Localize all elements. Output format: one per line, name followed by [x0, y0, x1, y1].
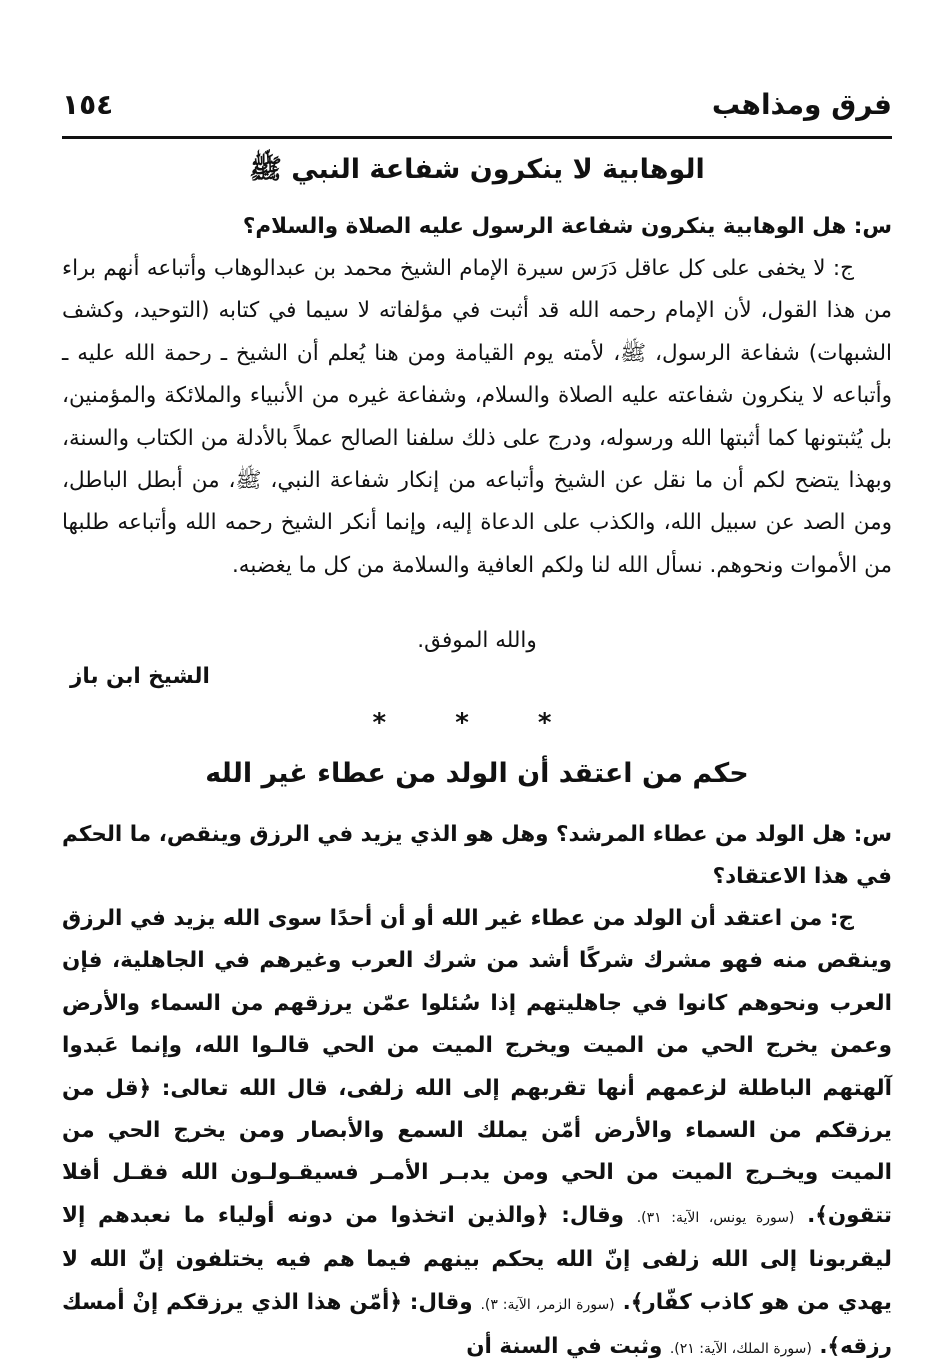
quran-ref-yunus: (سورة يونس، الآية: ٣١).	[636, 1209, 795, 1226]
quran-ref-zumar: (سورة الزمر، الآية: ٣).	[480, 1296, 615, 1313]
section-heading-wahhabiya: الوهابية لا ينكرون شفاعة النبي ﷺ	[249, 154, 705, 185]
quran-ref-mulk: (سورة الملك، الآية: ٢١).	[669, 1341, 812, 1358]
section-heading-child-ruling: حكم من اعتقد أن الولد من عطاء غير الله	[205, 758, 749, 789]
closing-phrase: والله الموفق.	[417, 628, 537, 653]
header-divider	[62, 136, 892, 139]
section-separator: * * *	[372, 708, 582, 738]
answer-1: ج: لا يخفى على كل عاقل دَرَس سيرة الإمام الشيخ محمد بن عبدالوهاب وأتباعه أنهم براء من هذا القول، لأن الإمام رحمه الله قد أثبت في مؤلفاته لا سيما في كتابه (التوحيد، وكشف الشبهات) شفاعة الرسول، ﷺ، لأمته يوم القيامة ومن هنا يُعلم أن الشيخ ـ رحمة الله عليه ـ وأتباعه لا ينكرون شفاعته عليه الصلاة والسلام، وشفاعة غيره من الأنبياء والملائكة والمؤمنين، بل يُثبتونها كما أثبتها الله ورسوله، ودرج على ذلك سلفنا الصالح عملاً بالأدلة من الكتاب والسنة، وبهذا يتضح لكم أن ما نقل عن الشيخ وأتباعه من إنكار شفاعة النبي، ﷺ، من أبطل الباطل، ومن الصد عن سبيل الله، والكذب على الدعاة إليه، وإنما أنكر الشيخ رحمه الله وأتباعه طلبها من الأموات ونحوهم. نسأل الله لنا ولكم العافية والسلامة من كل ما يغضبه.	[62, 256, 892, 578]
question-1: س: هل الوهابية ينكرون شفاعة الرسول عليه الصلاة والسلام؟	[242, 214, 892, 239]
page-header	[62, 88, 892, 132]
answer-2-main: ج: من اعتقد أن الولد من عطاء غير الله أو أن أحدًا سوى الله يزيد في الرزق وينقص منه فهو مشرك شركًا أشد من شرك العرب وغيرهم في الجاهلية، فإن العرب ونحوهم كانوا في جاهليتهم إذا سُئلوا عمّن يرزقهم من السماء والأرض وعمن يخرج الحي من الميت ويخرج الميت من الحي قالـوا الله، وإنما عَبدوا آلهتهم الباطلة لزعمهم أنها تقربهم إلى الله زلفى، قال الله تعالى: ﴿قل من يرزقكم من السماء والأرض أمّن يملك السمع والأبصار ومن يخرج الحي من الميت ويخـرج الميت من الحي ومن يدبـر الأمـر فسيقـولـون الله فقـل أفلا تتقون﴾.	[62, 906, 892, 1228]
signature: الشيخ ابن باز	[70, 664, 210, 689]
answer-2-text4: وثبت في السنة أن	[466, 1334, 663, 1360]
answer-2-text3: وقال: ﴿أمّن هذا الذي يرزقكم إنْ أمسك رزقه﴾.	[62, 1289, 892, 1360]
running-title: فرق ومذاهب	[711, 88, 892, 121]
answer-2	[62, 898, 892, 1370]
question-2: س: هل الولد من عطاء المرشد؟ وهل هو الذي يزيد في الرزق وينقص، ما الحكم في هذا الاعتقاد؟	[62, 822, 892, 890]
page-number: ١٥٤	[62, 88, 114, 121]
answer-2-text2: وقال: ﴿والذين اتخذوا من دونه أولياء ما نعبدهم إلا ليقربونا إلى الله زلفى إنّ الله يحكم بينهم فيما هم فيه يختلفون إنّ الله لا يهدي من هو كاذب كفّار﴾.	[62, 1202, 892, 1315]
